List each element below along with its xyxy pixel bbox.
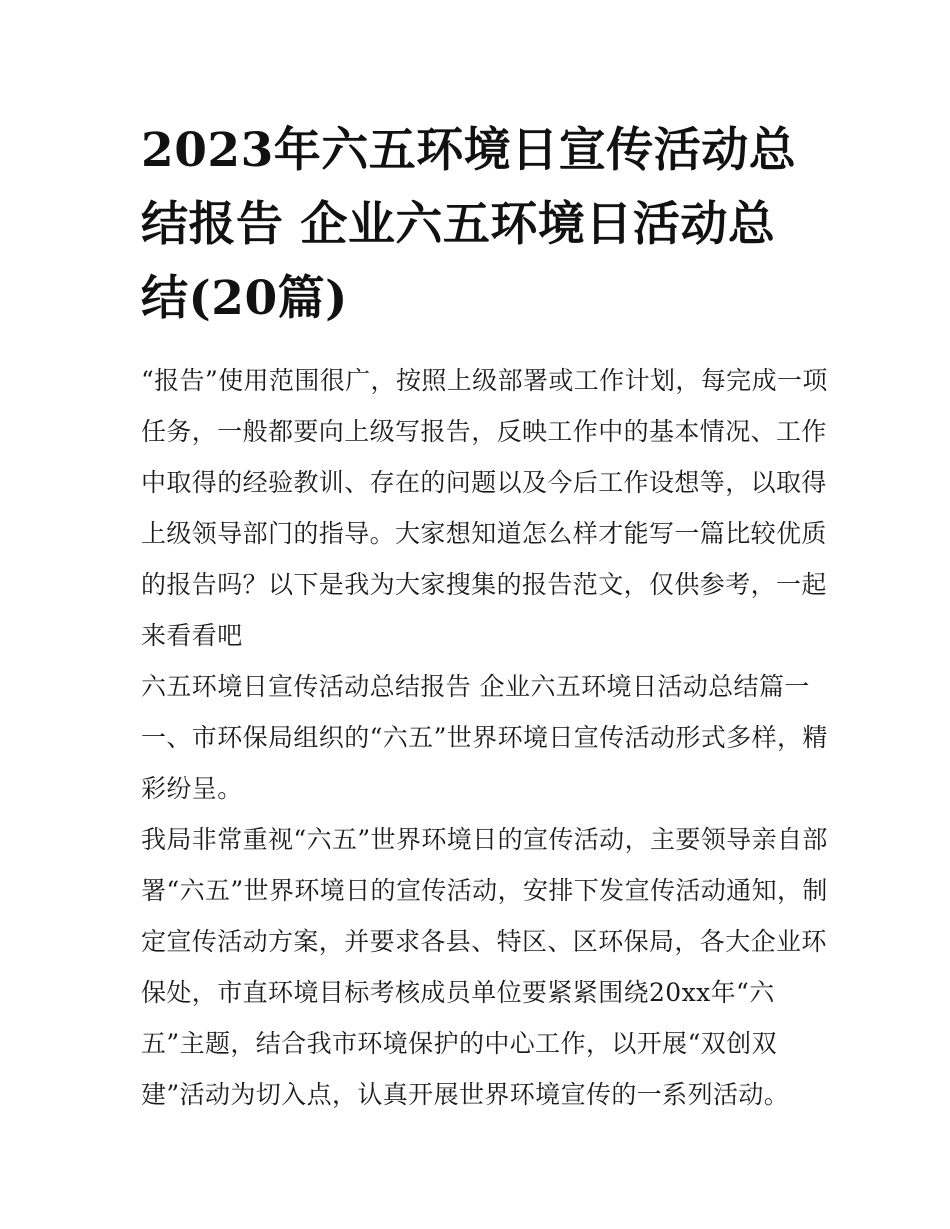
text-line: 六五环境日宣传活动总结报告 企业六五环境日活动总结篇一 — [141, 672, 810, 701]
text-line: 来看看吧 — [141, 621, 243, 650]
point-one-paragraph — [141, 712, 831, 814]
title-line: 结报告 企业六五环境日活动总 — [141, 197, 776, 252]
text-line: 中取得的经验教训、存在的问题以及今后工作设想等，以取得 — [141, 468, 827, 497]
text-line: 我局非常重视“六五”世界环境日的宣传活动，主要领导亲自部 — [141, 825, 828, 854]
text-line: 上级领导部门的指导。大家想知道怎么样才能写一篇比较优质 — [141, 519, 827, 548]
text-line: 定宣传活动方案，并要求各县、特区、区环保局，各大企业环 — [141, 927, 827, 956]
text-line: 的报告吗？以下是我为大家搜集的报告范文，仅供参考，一起 — [141, 570, 827, 599]
document-title — [141, 114, 821, 336]
section-heading — [141, 661, 831, 712]
intro-paragraph — [141, 355, 831, 661]
title-line: 2023年六五环境日宣传活动总 — [141, 123, 797, 178]
text-line: 彩纷呈。 — [141, 774, 243, 803]
text-line: 署“六五”世界环境日的宣传活动，安排下发宣传活动通知，制 — [141, 876, 828, 905]
text-line: 保处，市直环境目标考核成员单位要紧紧围绕20xx年“六 — [141, 978, 775, 1007]
document-body — [141, 355, 831, 1120]
text-line: 五”主题，结合我市环境保护的中心工作，以开展“双创双 — [141, 1029, 777, 1058]
text-line: 一、市环保局组织的“六五”世界环境日宣传活动形式多样，精 — [141, 723, 828, 752]
text-line: “报告”使用范围很广，按照上级部署或工作计划，每完成一项 — [141, 366, 828, 395]
text-line: 建”活动为切入点，认真开展世界环境宣传的一系列活动。 — [141, 1080, 790, 1109]
text-line: 任务，一般都要向上级写报告，反映工作中的基本情况、工作 — [141, 417, 827, 446]
body-paragraph — [141, 814, 831, 1120]
title-line: 结(20篇) — [141, 271, 348, 326]
